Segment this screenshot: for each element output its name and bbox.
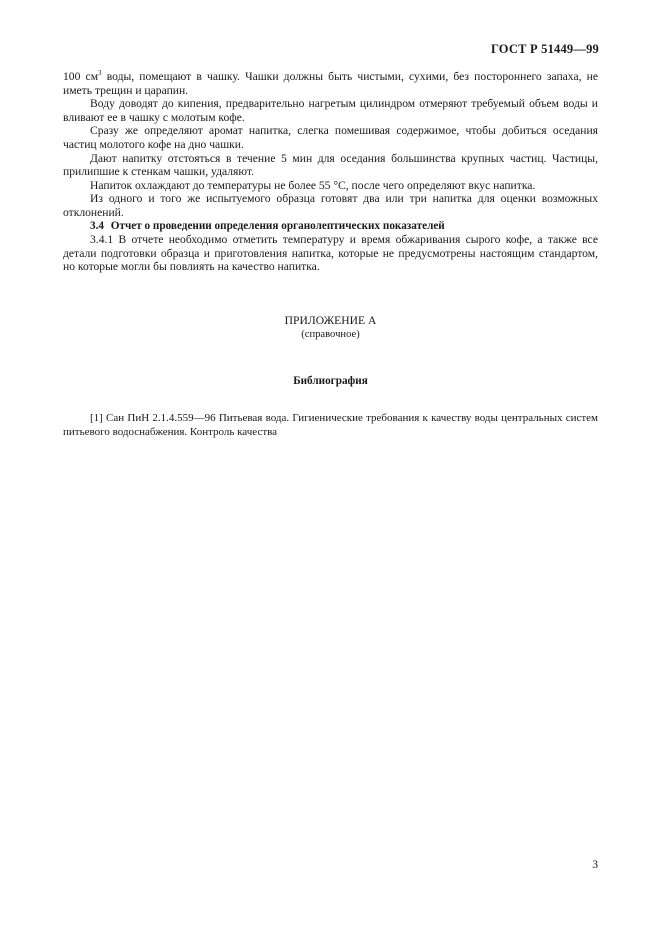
paragraph-cooling: Напиток охлаждают до температуры не более 55 °С, после чего определяют вкус напитка. xyxy=(90,178,536,192)
appendix-heading xyxy=(0,314,661,341)
appendix-subtitle: (справочное) xyxy=(301,328,360,340)
superscript-cubic: 3 xyxy=(98,69,102,78)
page-number: 3 xyxy=(592,858,598,871)
paragraph-water-volume xyxy=(63,70,598,97)
section-title: Отчет о проведении определения органолептических показателей xyxy=(110,219,445,232)
main-text xyxy=(63,70,598,274)
paragraph-repeat-samples: Из одного и того же испытуемого образца готовят два или три напитка для оценки возможных отклонений. xyxy=(63,192,598,219)
paragraph-report: 3.4.1 В отчете необходимо отметить температуру и время обжаривания сырого кофе, а также все детали подготовки образца и приготовления напитка, которые не предусмотрены настоящим стандартом, но которые могли бы повлиять на качество напитка. xyxy=(63,233,598,274)
paragraph-aroma: Сразу же определяют аромат напитка, слегка помешивая содержимое, чтобы добиться оседания частиц молотого кофе на дно чашки. xyxy=(63,124,598,151)
paragraph-boiling: Воду доводят до кипения, предварительно нагретым цилиндром отмеряют требуемый объем воды и вливают ее в чашку с молотым кофе. xyxy=(63,97,598,124)
bibliography-item: [1] Сан ПиН 2.1.4.559—96 Питьевая вода. Гигиенические требования к качеству воды центральных систем питьевого водоснабжения. Контроль качества xyxy=(63,412,598,438)
bibliography-title: Библиография xyxy=(293,375,368,387)
bibliography-list xyxy=(63,412,598,439)
paragraph-water-volume-end: воды, помещают в чашку. Чашки должны быть чистыми, сухими, без постороннего запаха, не иметь трещин и царапин. xyxy=(63,70,599,97)
appendix-title: ПРИЛОЖЕНИЕ А xyxy=(284,314,377,327)
standard-code: ГОСТ Р 51449—99 xyxy=(490,42,599,56)
section-heading xyxy=(63,220,598,234)
paragraph-water-volume-start: 100 см xyxy=(63,70,99,83)
section-number: 3.4 xyxy=(90,219,104,232)
paragraph-settling: Дают напитку отстояться в течение 5 мин для оседания большинства крупных частиц. Частицы, прилипшие к стенкам чашки, удаляют. xyxy=(63,151,598,179)
